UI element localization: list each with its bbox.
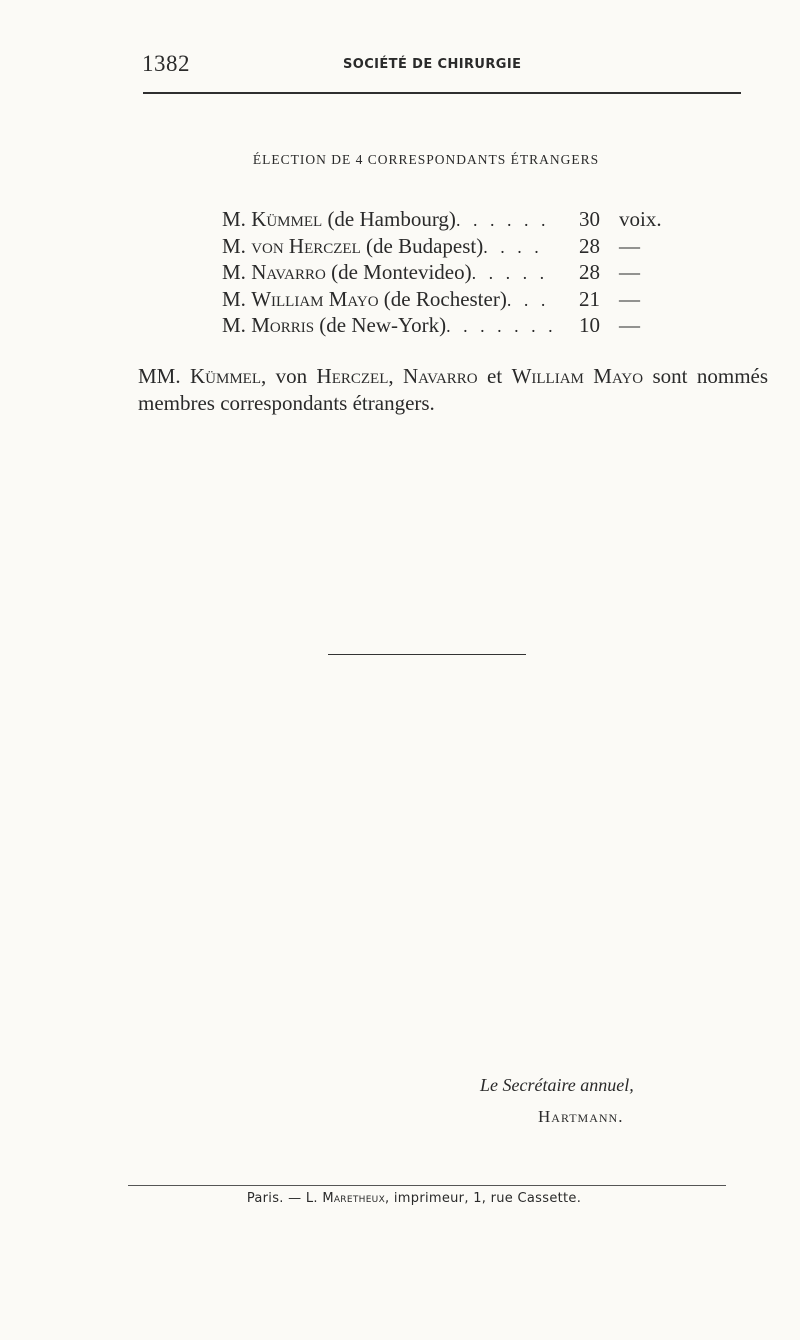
imprint-prefix: Paris. — L.	[246, 1191, 318, 1206]
result-votes: 30	[579, 207, 600, 231]
result-name-part	[222, 286, 549, 314]
result-title: M.	[222, 207, 246, 231]
result-name: Kümmel	[251, 207, 323, 231]
result-row	[222, 286, 682, 313]
result-title: M.	[222, 286, 246, 311]
result-name: Navarro	[251, 260, 326, 284]
result-unit: —	[619, 260, 640, 284]
dot-leader: . . . .	[483, 236, 543, 257]
result-votes: 28	[579, 233, 600, 258]
result-unit: —	[619, 313, 640, 337]
particle: von	[275, 364, 308, 388]
imprint-printer: Maretheux	[322, 1191, 386, 1206]
result-votes: 10	[579, 313, 600, 337]
member-name: Kümmel	[190, 364, 261, 388]
result-name-part	[222, 259, 548, 287]
election-results	[222, 206, 682, 339]
dot-leader: . . .	[506, 289, 550, 310]
result-row	[222, 233, 682, 260]
member-name: Herczel	[316, 364, 389, 388]
result-place: (de Hambourg)	[327, 207, 456, 231]
signature-title: Le Secrétaire annuel,	[480, 1075, 634, 1095]
conclusion-prefix: MM.	[138, 364, 181, 388]
result-name: Morris	[251, 313, 315, 337]
section-rule	[328, 654, 526, 655]
result-title: M.	[222, 260, 246, 284]
result-row	[222, 312, 682, 339]
result-votes: 28	[579, 260, 600, 284]
result-votes: 21	[579, 286, 600, 311]
result-row	[222, 259, 682, 286]
signature-name: Hartmann.	[538, 1107, 624, 1126]
result-title: M.	[222, 233, 246, 258]
result-place: (de Budapest)	[366, 233, 484, 258]
page-number: 1382	[142, 51, 190, 76]
result-name-part	[222, 233, 543, 261]
result-row	[222, 206, 682, 233]
printer-imprint	[0, 1191, 800, 1206]
member-name: Navarro	[403, 364, 478, 388]
conclusion-rest: sont nommés membres correspondants étrangers.	[138, 364, 769, 415]
dot-leader: . . . . . . .	[446, 316, 557, 336]
conclusion-paragraph	[138, 363, 768, 417]
result-unit: —	[619, 286, 640, 311]
result-name: von Herczel	[251, 233, 361, 258]
result-place: (de New-York)	[319, 313, 447, 337]
separator: ,	[261, 364, 267, 388]
result-unit: voix.	[619, 207, 662, 231]
result-place: (de Montevideo)	[331, 260, 472, 284]
result-name: William Mayo	[251, 286, 379, 311]
result-title: M.	[222, 313, 246, 337]
election-heading-text: ÉLECTION DE 4 CORRESPONDANTS ÉTRANGERS	[252, 152, 600, 167]
running-title: SOCIÉTÉ DE CHIRURGIE	[343, 57, 522, 72]
dot-leader: . . . . . .	[455, 210, 550, 230]
separator: ,	[388, 364, 394, 388]
result-unit: —	[619, 233, 640, 258]
conjunction: et	[487, 364, 503, 388]
result-name-part	[222, 206, 549, 234]
result-place: (de Rochester)	[383, 286, 507, 311]
dot-leader: . . . . .	[471, 263, 549, 283]
header-rule	[143, 92, 741, 94]
result-name-part	[222, 312, 557, 340]
member-name: William Mayo	[511, 364, 644, 388]
imprint-suffix: , imprimeur, 1, rue Cassette.	[385, 1191, 582, 1206]
footer-rule	[128, 1185, 726, 1186]
election-heading	[0, 152, 800, 168]
